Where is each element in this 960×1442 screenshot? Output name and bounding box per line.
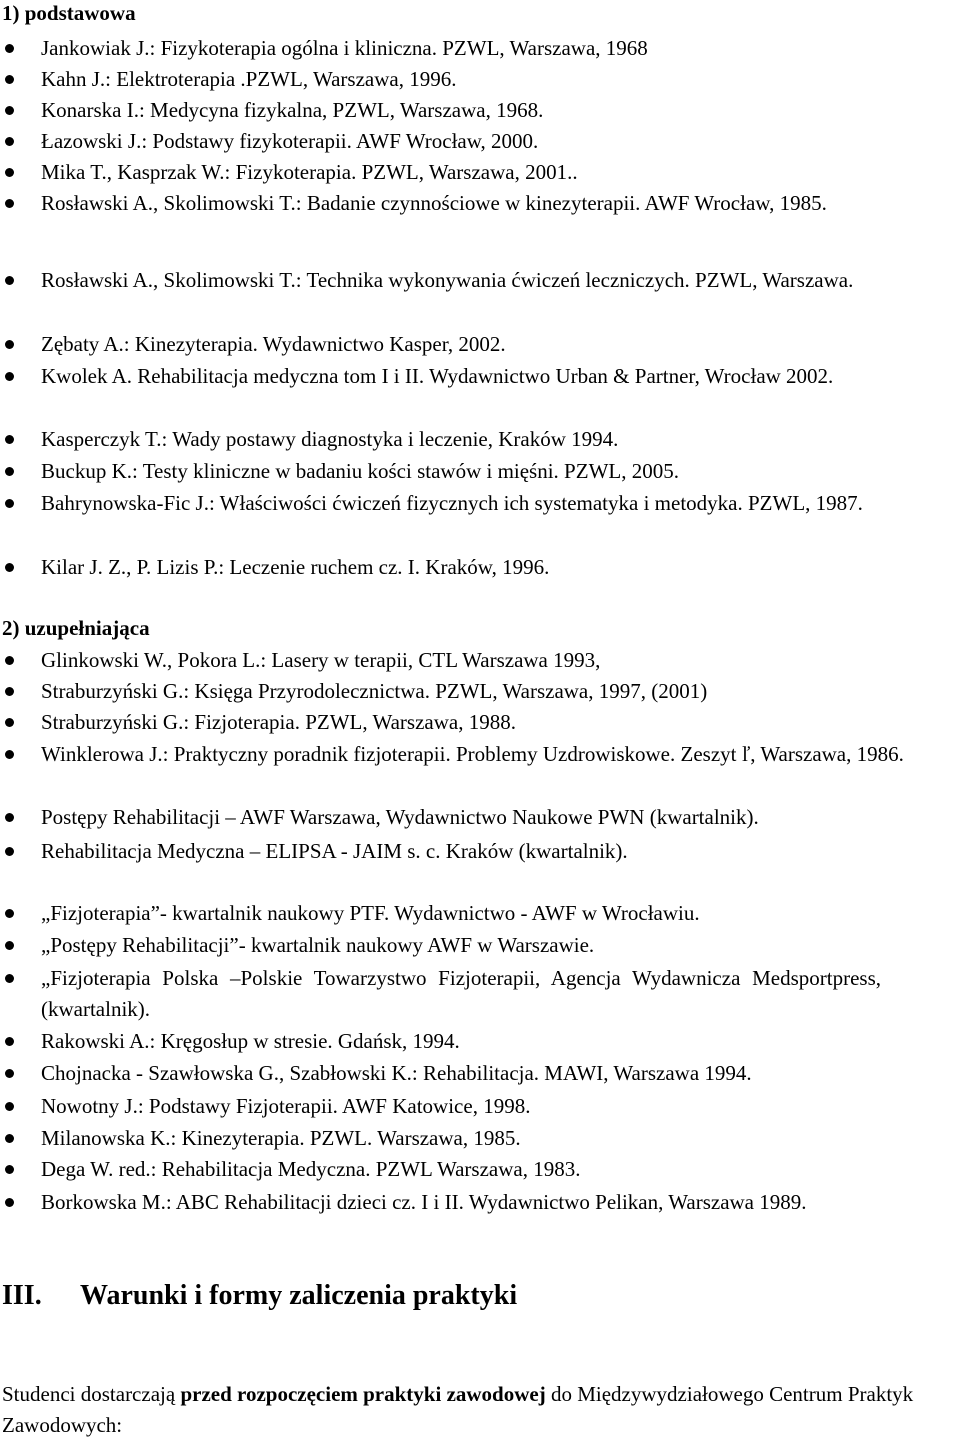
bullet-icon: [5, 75, 14, 84]
list-item-text: Zębaty A.: Kinezyterapia. Wydawnictwo Kasper, 2002.: [41, 332, 506, 356]
bullet-icon: [5, 974, 14, 983]
bullet-icon: [5, 435, 14, 444]
list-item-text: Buckup K.: Testy kliniczne w badaniu kości stawów i mięśni. PZWL, 2005.: [41, 459, 679, 483]
list-item-text: Dega W. red.: Rehabilitacja Medyczna. PZWL Warszawa, 1983.: [41, 1157, 581, 1181]
paragraph-text-end: do Międzywydziałowego Centrum Praktyk Zawodowych:: [2, 1382, 914, 1437]
list-item-text: „Postępy Rehabilitacji”- kwartalnik naukowy AWF w Warszawie.: [41, 933, 595, 957]
list-item-text: „Fizjoterapia”- kwartalnik naukowy PTF. Wydawnictwo - AWF w Wrocławiu.: [41, 901, 700, 925]
bullet-icon: [5, 718, 14, 727]
bullet-icon: [5, 941, 14, 950]
list-item-text: Postępy Rehabilitacji – AWF Warszawa, Wydawnictwo Naukowe PWN (kwartalnik).: [41, 805, 759, 829]
bullet-icon: [5, 340, 14, 349]
paragraph-bold-text: przed rozpoczęciem praktyki zawodowej: [180, 1382, 546, 1406]
list-item-text: Straburzyński G.: Księga Przyrodolecznictwa. PZWL, Warszawa, 1997, (2001): [41, 679, 708, 703]
list-item-text: Glinkowski W., Pokora L.: Lasery w terapii, CTL Warszawa 1993,: [41, 648, 601, 672]
bullet-icon: [5, 1134, 14, 1143]
bullet-icon: [5, 499, 14, 508]
list-item-text: Milanowska K.: Kinezyterapia. PZWL. Warszawa, 1985.: [41, 1126, 521, 1150]
list-item-text: Łazowski J.: Podstawy fizykoterapii. AWF Wrocław, 2000.: [41, 129, 539, 153]
bullet-icon: [5, 168, 14, 177]
section-heading-podstawowa: 1) podstawowa: [2, 1, 136, 25]
bullet-icon: [5, 656, 14, 665]
bullet-icon: [5, 1102, 14, 1111]
bullet-icon: [5, 467, 14, 476]
list-item-text: Rakowski A.: Kręgosłup w stresie. Gdańsk, 1994.: [41, 1029, 460, 1053]
bullet-icon: [5, 750, 14, 759]
list-item-text: Konarska I.: Medycyna fizykalna, PZWL, Warszawa, 1968.: [41, 98, 544, 122]
bullet-icon: [5, 909, 14, 918]
section-heading-uzupelniajaca: 2) uzupełniająca: [2, 616, 150, 640]
bullet-icon: [5, 372, 14, 381]
list-item-text: Kahn J.: Elektroterapia .PZWL, Warszawa, 1996.: [41, 67, 457, 91]
bullet-icon: [5, 44, 14, 53]
list-item-text: Bahrynowska-Fic J.: Właściwości ćwiczeń fizycznych ich systematyka i metodyka. PZWL, 1987.: [41, 491, 863, 515]
list-item-text: Kwolek A. Rehabilitacja medyczna tom I i II. Wydawnictwo Urban & Partner, Wrocław 2002.: [41, 364, 834, 388]
list-item-text: „Fizjoterapia Polska –Polskie Towarzystwo Fizjoterapii, Agencja Wydawnicza Medsportpress, (kwartalnik).: [41, 966, 881, 1021]
bullet-icon: [5, 1037, 14, 1046]
bullet-icon: [5, 563, 14, 572]
list-item-text: Rosławski A., Skolimowski T.: Badanie czynnościowe w kinezyterapii. AWF Wrocław, 1985.: [41, 191, 827, 215]
list-item-text: Kasperczyk T.: Wady postawy diagnostyka i leczenie, Kraków 1994.: [41, 427, 619, 451]
bullet-icon: [5, 813, 14, 822]
bullet-icon: [5, 1198, 14, 1207]
list-item-text: Rehabilitacja Medyczna – ELIPSA - JAIM s. c. Kraków (kwartalnik).: [41, 839, 628, 863]
bullet-icon: [5, 276, 14, 285]
bullet-icon: [5, 847, 14, 856]
list-item-text: Jankowiak J.: Fizykoterapia ogólna i kliniczna. PZWL, Warszawa, 1968: [41, 36, 648, 60]
bullet-icon: [5, 687, 14, 696]
list-item-text: Chojnacka - Szawłowska G., Szabłowski K.: Rehabilitacja. MAWI, Warszawa 1994.: [41, 1061, 752, 1085]
list-item-text: Winklerowa J.: Praktyczny poradnik fizjoterapii. Problemy Uzdrowiskowe. Zeszyt ľ, Warszawa, 1986.: [41, 742, 904, 766]
bullet-icon: [5, 106, 14, 115]
bullet-icon: [5, 1165, 14, 1174]
section-number: III.: [2, 1280, 42, 1311]
paragraph-text: Studenci dostarczają: [2, 1382, 181, 1406]
bullet-icon: [5, 137, 14, 146]
list-item-text: Straburzyński G.: Fizjoterapia. PZWL, Warszawa, 1988.: [41, 710, 516, 734]
bullet-icon: [5, 1069, 14, 1078]
section-title: Warunki i formy zaliczenia praktyki: [80, 1280, 518, 1311]
paragraph: [2, 1379, 958, 1441]
list-item-text: Mika T., Kasprzak W.: Fizykoterapia. PZWL, Warszawa, 2001..: [41, 160, 578, 184]
list-item-text: Rosławski A., Skolimowski T.: Technika wykonywania ćwiczeń leczniczych. PZWL, Warszawa.: [41, 268, 854, 292]
list-item-text: Borkowska M.: ABC Rehabilitacji dzieci cz. I i II. Wydawnictwo Pelikan, Warszawa 1989.: [41, 1190, 807, 1214]
bullet-icon: [5, 199, 14, 208]
list-item-text: Kilar J. Z., P. Lizis P.: Leczenie ruchem cz. I. Kraków, 1996.: [41, 555, 550, 579]
list-item-text: Nowotny J.: Podstawy Fizjoterapii. AWF Katowice, 1998.: [41, 1094, 531, 1118]
